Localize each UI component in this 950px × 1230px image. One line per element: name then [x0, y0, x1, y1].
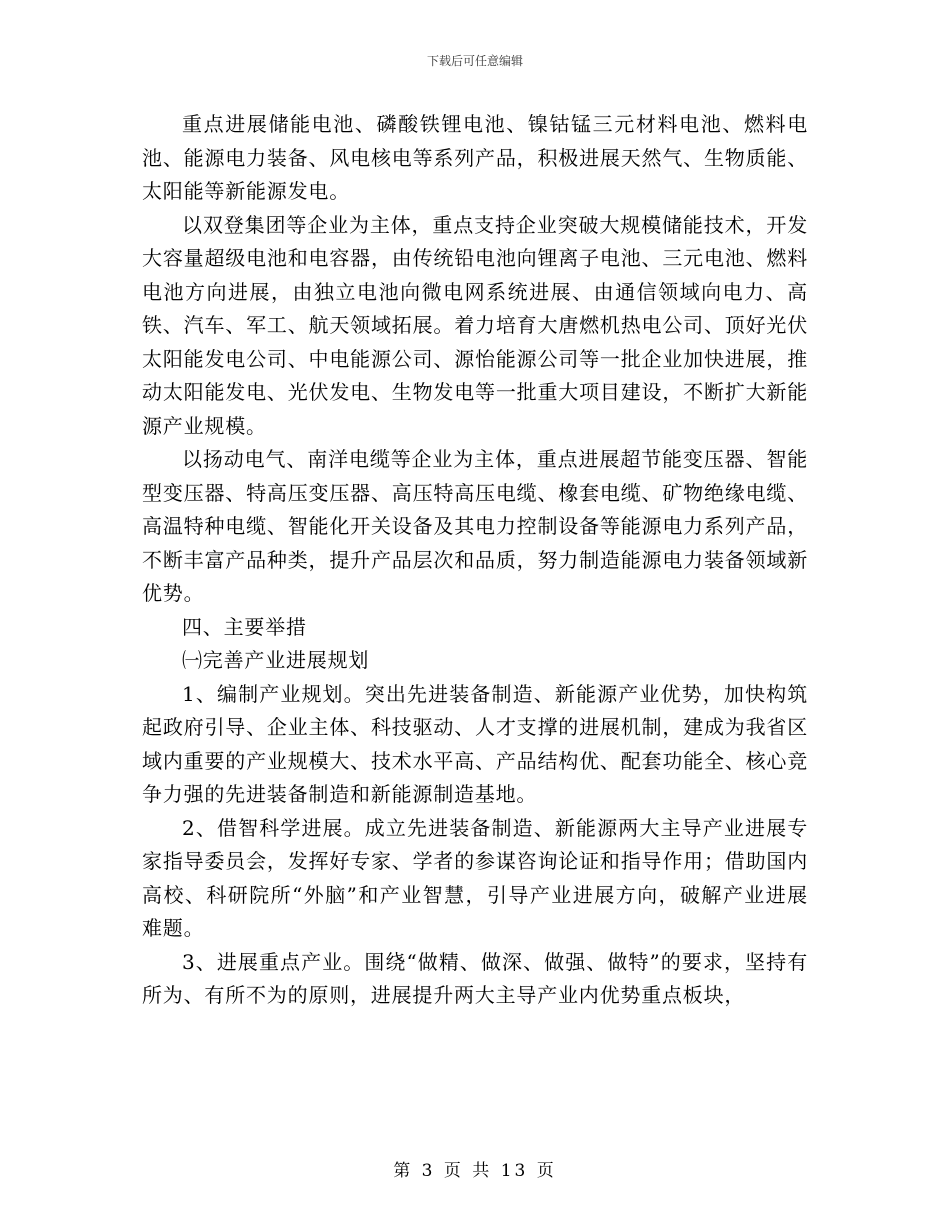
paragraph: 2、借智科学进展。成立先进装备制造、新能源两大主导产业进展专家指导委员会，发挥好专家、学者的参谋咨询论证和指导作用；借助国内高校、科研院所“外脑”和产业智慧，引导产业进展方向，破解产业进展难题。 [142, 815, 808, 940]
paragraph: 重点进展储能电池、磷酸铁锂电池、镍钴锰三元材料电池、燃料电池、能源电力装备、风电核电等系列产品，积极进展天然气、生物质能、太阳能等新能源发电。 [142, 112, 808, 203]
paragraph: 1、编制产业规划。突出先进装备制造、新能源产业优势，加快构筑起政府引导、企业主体、科技驱动、人才支撑的进展机制，建成为我省区域内重要的产业规模大、技术水平高、产品结构优、配套功能全、核心竞争力强的先进装备制造和新能源制造基地。 [142, 681, 808, 806]
document-body [142, 108, 808, 1013]
page-header: 下载后可任意编辑 [426, 54, 523, 68]
subsection-heading: ㈠完善产业进展规划 [182, 648, 370, 672]
paragraph: 以双登集团等企业为主体，重点支持企业突破大规模储能技术，开发大容量超级电池和电容器，由传统铅电池向锂离子电池、三元电池、燃料电池方向进展，由独立电池向微电网系统进展、由通信领域向电力、高铁、汽车、军工、航天领域拓展。着力培育大唐燃机热电公司、顶好光伏太阳能发电公司、中电能源公司、源怡能源公司等一批企业加快进展，推动太阳能发电、光伏发电、生物发电等一批重大项目建设，不断扩大新能源产业规模。 [142, 212, 808, 438]
paragraph: 3、进展重点产业。围绕“做精、做深、做强、做特”的要求，坚持有所为、有所不为的原则，进展提升两大主导产业内优势重点板块， [142, 949, 808, 1007]
section-heading: 四、主要举措 [182, 614, 307, 639]
paragraph: 以扬动电气、南洋电缆等企业为主体，重点进展超节能变压器、智能型变压器、特高压变压器、高压特高压电缆、橡套电缆、矿物绝缘电缆、高温特种电缆、智能化开关设备及其电力控制设备等能源电力系列产品，不断丰富产品种类，提升产品层次和品质，努力制造能源电力装备领域新优势。 [142, 447, 808, 605]
page-number-footer: 第 3 页 共 13 页 [393, 1161, 557, 1181]
